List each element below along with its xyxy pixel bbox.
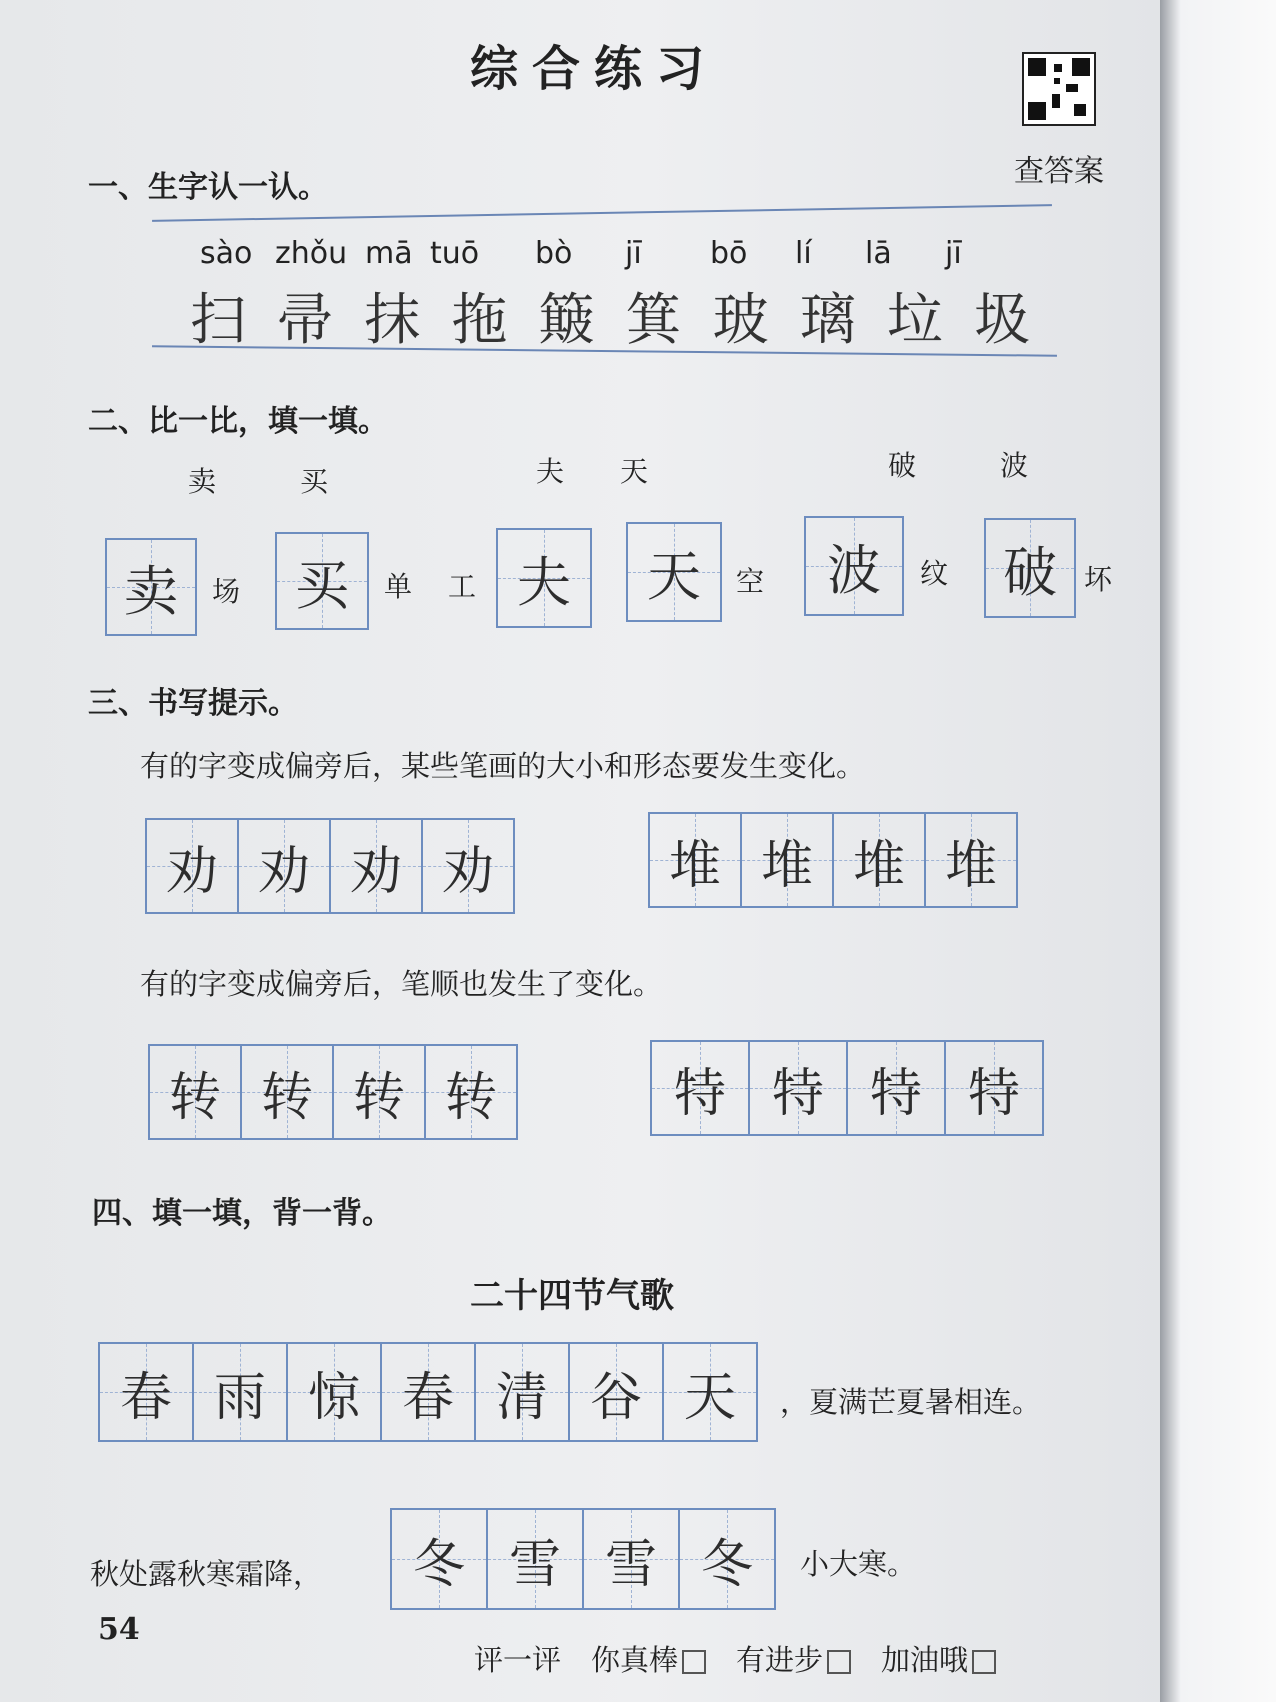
compare-pair: 夫 天 <box>536 455 649 488</box>
grid-cell[interactable]: 雪 <box>486 1508 584 1610</box>
section-1-heading: 一、生字认一认。 <box>88 170 328 205</box>
practice-grid-te <box>650 1040 1044 1136</box>
pinyin: jī <box>945 236 962 271</box>
grid-cell[interactable]: 特 <box>650 1040 750 1136</box>
grid-cell[interactable]: 天 <box>662 1342 758 1442</box>
checkbox-icon[interactable] <box>682 1650 706 1674</box>
poem-line-2-head: 秋处露秋寒霜降， <box>90 1557 323 1591</box>
poem-line-1-grid <box>98 1342 758 1442</box>
word-suffix: 纹 <box>920 557 949 590</box>
checkbox-icon[interactable] <box>972 1650 996 1674</box>
poem-title: 二十四节气歌 <box>470 1276 674 1316</box>
grid-cell[interactable]: 冬 <box>678 1508 776 1610</box>
practice-grid-quan <box>145 818 515 914</box>
poem-line-1-tail: ，夏满芒夏暑相连。 <box>780 1385 1042 1419</box>
checkbox-icon[interactable] <box>827 1650 851 1674</box>
writing-tip-1: 有的字变成偏旁后，某些笔画的大小和形态要发生变化。 <box>140 749 866 783</box>
handwritten-char: 圾 <box>973 288 1030 353</box>
grid-cell[interactable]: 转 <box>148 1044 242 1140</box>
grid-cell[interactable]: 特 <box>944 1040 1044 1136</box>
grid-cell[interactable]: 劝 <box>421 818 515 914</box>
handwritten-char: 玻 <box>712 288 769 353</box>
grid-cell[interactable]: 劝 <box>329 818 423 914</box>
grid-cell[interactable]: 春 <box>98 1342 194 1442</box>
pinyin-row <box>200 236 1020 271</box>
pinyin: zhǒu <box>275 236 348 271</box>
handwritten-char: 垃 <box>886 288 943 353</box>
pinyin: mā <box>365 236 413 271</box>
handwritten-chars-row <box>190 276 1030 356</box>
rating-option[interactable]: 加油哦 <box>881 1638 996 1679</box>
grid-cell[interactable]: 转 <box>332 1044 426 1140</box>
grid-cell[interactable]: 劝 <box>237 818 331 914</box>
word-suffix: 空 <box>736 565 765 598</box>
grid-cell[interactable]: 春 <box>380 1342 476 1442</box>
grid-cell[interactable]: 特 <box>748 1040 848 1136</box>
grid-cell[interactable]: 惊 <box>286 1342 382 1442</box>
grid-cell[interactable]: 特 <box>846 1040 946 1136</box>
pinyin: bò <box>535 236 573 271</box>
handwritten-char: 簸 <box>538 288 595 353</box>
pinyin: lí <box>795 236 812 271</box>
pinyin: bō <box>710 236 748 271</box>
grid-cell[interactable]: 堆 <box>924 812 1018 908</box>
compare-pair: 卖 买 <box>188 465 329 498</box>
grid-cell[interactable]: 堆 <box>648 812 742 908</box>
qr-code-icon[interactable] <box>1022 52 1096 126</box>
practice-grid-dui <box>648 812 1018 908</box>
practice-grid-zhuan <box>148 1044 518 1140</box>
word-suffix: 工 <box>448 570 477 603</box>
qr-label: 查答案 <box>1014 154 1104 189</box>
grid-cell[interactable]: 堆 <box>832 812 926 908</box>
poem-line-2-grid <box>390 1508 776 1610</box>
handwritten-char: 拖 <box>451 288 508 353</box>
answer-box[interactable]: 买 <box>275 532 369 630</box>
answer-box[interactable]: 天 <box>626 522 722 622</box>
book-spine <box>1160 0 1276 1702</box>
answer-box[interactable]: 卖 <box>105 538 197 636</box>
handwritten-char: 璃 <box>799 288 856 353</box>
grid-cell[interactable]: 转 <box>424 1044 518 1140</box>
grid-cell[interactable]: 劝 <box>145 818 239 914</box>
word-suffix: 单 <box>384 570 413 603</box>
section-4-heading: 四、填一填，背一背。 <box>92 1196 392 1231</box>
section-2-heading: 二、比一比，填一填。 <box>88 404 388 439</box>
grid-cell[interactable]: 雨 <box>192 1342 288 1442</box>
word-suffix: 坏 <box>1084 563 1113 596</box>
answer-box[interactable]: 夫 <box>496 528 592 628</box>
section-3-heading: 三、书写提示。 <box>88 686 298 721</box>
grid-cell[interactable]: 堆 <box>740 812 834 908</box>
rating-option[interactable]: 你真棒 <box>591 1638 706 1679</box>
page-title: 综合练习 <box>470 41 719 97</box>
grid-cell[interactable]: 雪 <box>582 1508 680 1610</box>
rating-label: 评一评 <box>474 1643 562 1677</box>
pinyin: lā <box>865 236 892 271</box>
answer-box[interactable]: 破 <box>984 518 1076 618</box>
grid-cell[interactable]: 转 <box>240 1044 334 1140</box>
grid-cell[interactable]: 清 <box>474 1342 570 1442</box>
line-top <box>152 204 1052 222</box>
handwritten-char: 帚 <box>277 288 334 353</box>
pinyin: sào <box>200 236 253 271</box>
word-suffix: 场 <box>212 575 241 608</box>
poem-line-2-tail: 小大寒。 <box>800 1547 917 1581</box>
pinyin: tuō <box>430 236 480 271</box>
writing-tip-2: 有的字变成偏旁后，笔顺也发生了变化。 <box>140 967 663 1001</box>
handwritten-char: 箕 <box>625 288 682 353</box>
grid-cell[interactable]: 冬 <box>390 1508 488 1610</box>
page-number: 54 <box>98 1612 140 1647</box>
handwritten-char: 抹 <box>364 288 421 353</box>
grid-cell[interactable]: 谷 <box>568 1342 664 1442</box>
rating-option[interactable]: 有进步 <box>736 1638 851 1679</box>
handwritten-char: 扫 <box>190 288 246 353</box>
pinyin: jī <box>625 236 642 271</box>
answer-box[interactable]: 波 <box>804 516 904 616</box>
rating-row <box>474 1638 996 1679</box>
compare-pair: 破 波 <box>888 449 1029 482</box>
